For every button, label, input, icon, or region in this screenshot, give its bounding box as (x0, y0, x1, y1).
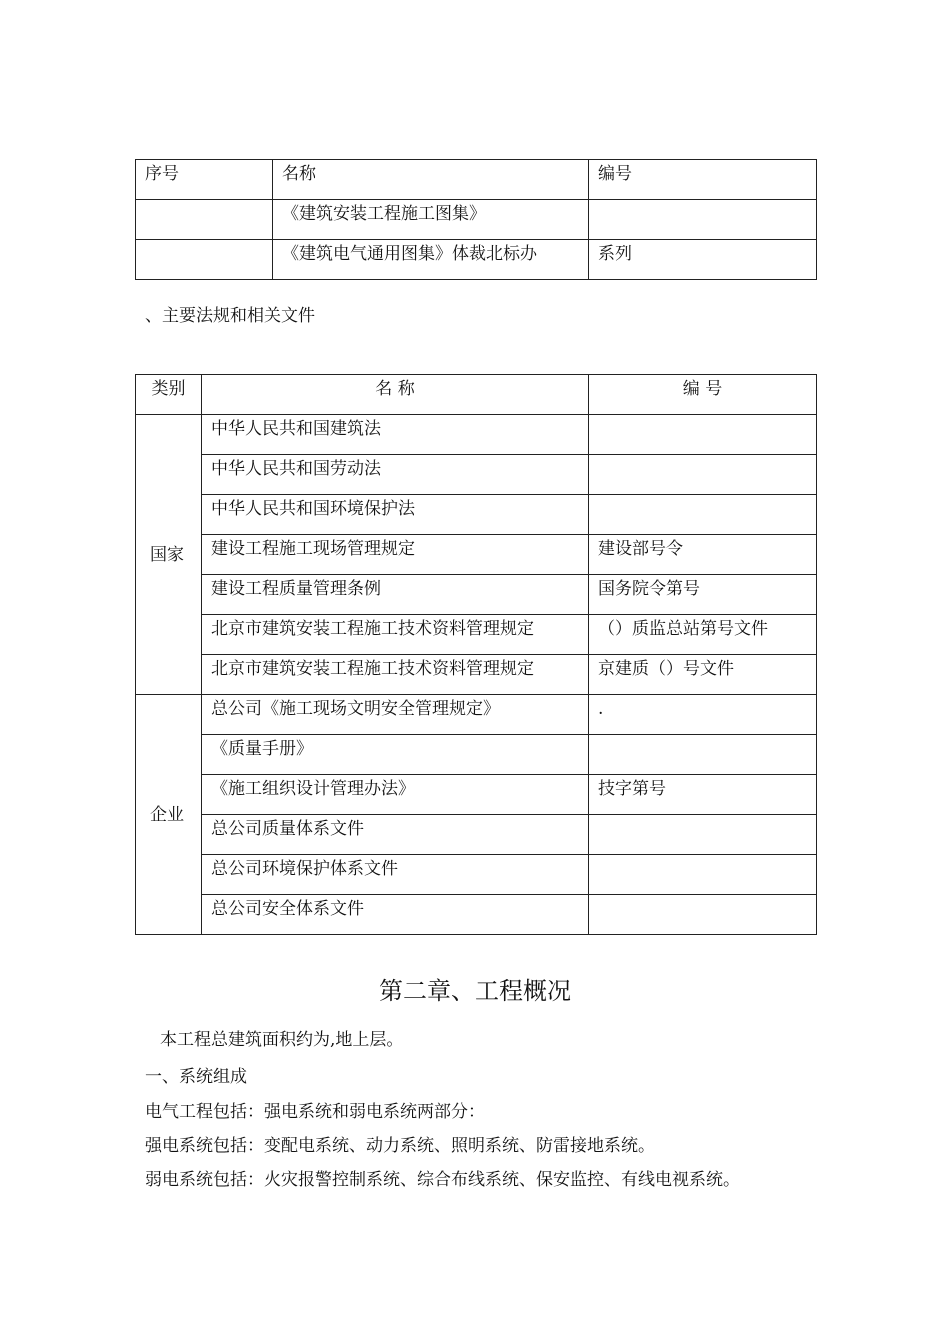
paragraph-area: 本工程总建筑面积约为,地上层。 (160, 1030, 404, 1050)
cell-code: 建设部号令 (589, 535, 817, 575)
header-cell-code: 编号 (589, 160, 817, 200)
table-row (136, 575, 817, 615)
cell-code (589, 415, 817, 455)
paragraph-strong-current: 强电系统包括：变配电系统、动力系统、照明系统、防雷接地系统。 (145, 1136, 655, 1156)
section-heading: 、主要法规和相关文件 (145, 306, 315, 326)
cell-code (589, 455, 817, 495)
table-row (136, 815, 817, 855)
cell-name: 总公司《施工现场文明安全管理规定》 (202, 695, 589, 735)
cell-code (589, 895, 817, 935)
header-cell-category: 类别 (136, 375, 202, 415)
regulations-table (135, 374, 817, 935)
cell-name: 《质量手册》 (202, 735, 589, 775)
table-header-row (136, 160, 817, 200)
table-row (136, 200, 817, 240)
table-row (136, 775, 817, 815)
header-cell-code: 编 号 (589, 375, 817, 415)
header-cell-index: 序号 (136, 160, 273, 200)
cell-name: 总公司质量体系文件 (202, 815, 589, 855)
cell-name: 《建筑电气通用图集》体裁北标办 (273, 240, 589, 280)
cell-code: 系列 (589, 240, 817, 280)
cell-code: （）质监总站第号文件 (589, 615, 817, 655)
paragraph-electrical: 电气工程包括：强电系统和弱电系统两部分： (145, 1102, 485, 1122)
cell-name: 《施工组织设计管理办法》 (202, 775, 589, 815)
cell-name: 建设工程质量管理条例 (202, 575, 589, 615)
cell-name: 中华人民共和国建筑法 (202, 415, 589, 455)
cell-name: 《建筑安装工程施工图集》 (273, 200, 589, 240)
cell-name: 中华人民共和国劳动法 (202, 455, 589, 495)
cell-index (136, 200, 273, 240)
table-row (136, 495, 817, 535)
cell-code: 技字第号 (589, 775, 817, 815)
cell-name: 北京市建筑安装工程施工技术资料管理规定 (202, 615, 589, 655)
table-row (136, 615, 817, 655)
cell-name: 中华人民共和国环境保护法 (202, 495, 589, 535)
cell-code: 国务院令第号 (589, 575, 817, 615)
table-row (136, 535, 817, 575)
cell-index (136, 240, 273, 280)
table-row (136, 895, 817, 935)
cell-code (589, 495, 817, 535)
cell-code (589, 815, 817, 855)
cell-code (589, 735, 817, 775)
cell-name: 建设工程施工现场管理规定 (202, 535, 589, 575)
cell-code (589, 855, 817, 895)
category-cell: 企业 (136, 695, 202, 935)
header-cell-name: 名称 (273, 160, 589, 200)
drawings-table (135, 159, 817, 280)
paragraph-weak-current: 弱电系统包括：火灾报警控制系统、综合布线系统、保安监控、有线电视系统。 (145, 1170, 740, 1190)
table-row (136, 415, 817, 455)
cell-name: 总公司安全体系文件 (202, 895, 589, 935)
table-row (136, 735, 817, 775)
table-header-row (136, 375, 817, 415)
header-cell-name: 名 称 (202, 375, 589, 415)
category-cell: 国家 (136, 415, 202, 695)
table-row (136, 655, 817, 695)
cell-name: 北京市建筑安装工程施工技术资料管理规定 (202, 655, 589, 695)
table-row (136, 455, 817, 495)
subsection-heading: 一、系统组成 (145, 1067, 247, 1087)
table-row (136, 855, 817, 895)
cell-name: 总公司环境保护体系文件 (202, 855, 589, 895)
cell-code: . (589, 695, 817, 735)
chapter-title: 第二章、工程概况 (379, 977, 571, 1005)
table-row (136, 695, 817, 735)
cell-code (589, 200, 817, 240)
cell-code: 京建质（）号文件 (589, 655, 817, 695)
table-row (136, 240, 817, 280)
